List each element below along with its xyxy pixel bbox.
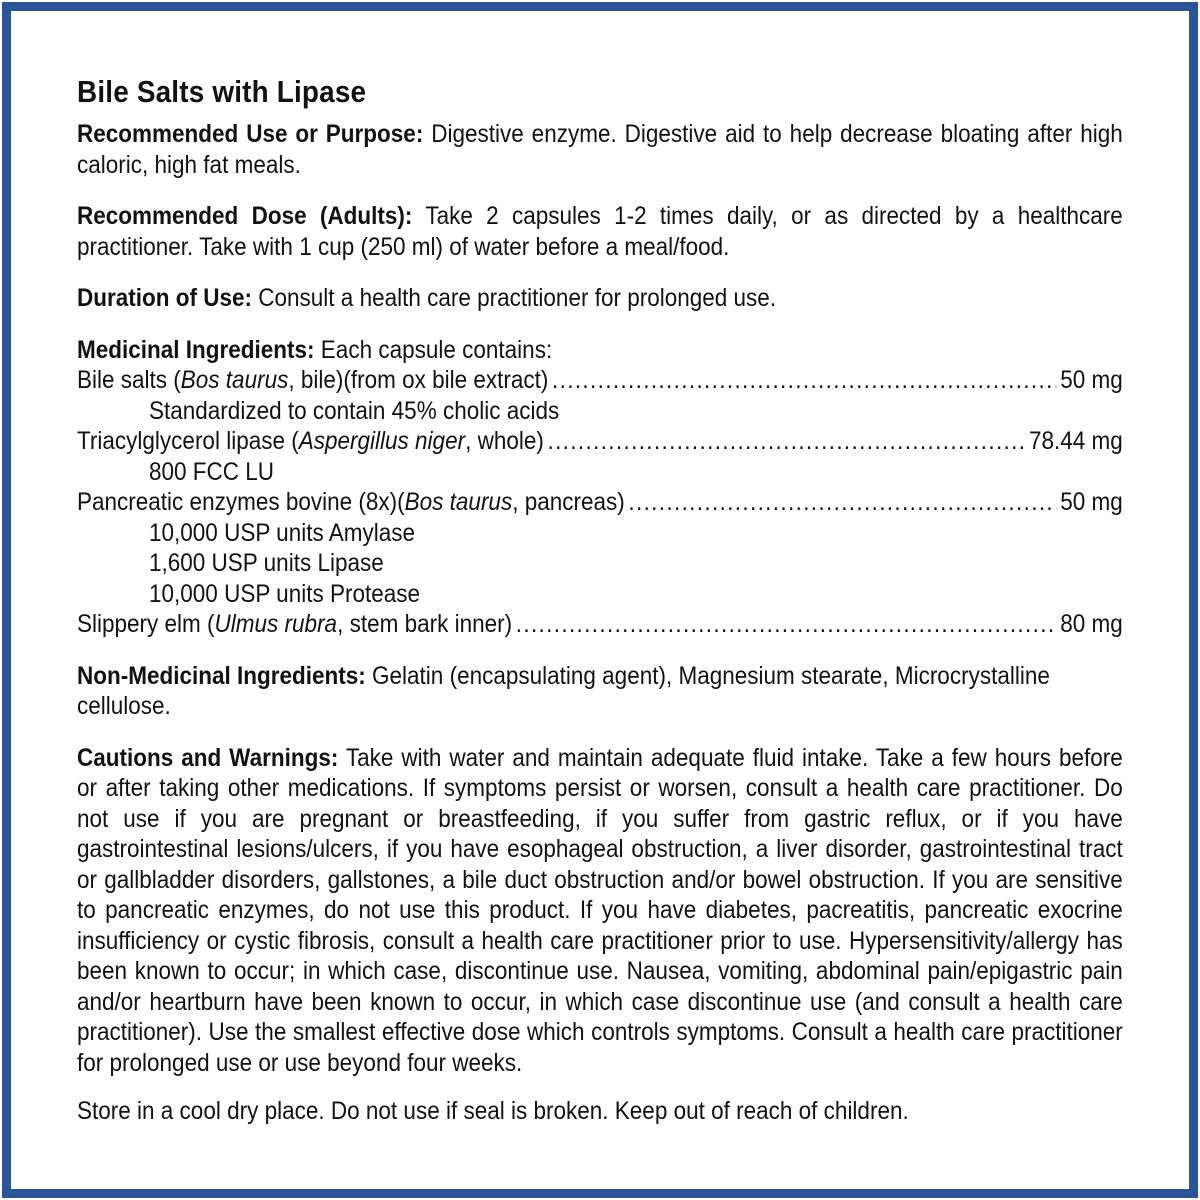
dot-leader <box>516 609 1056 640</box>
ingredient-sub-detail: Standardized to contain 45% cholic acids <box>149 396 560 425</box>
cautions-text: Take with water and maintain adequate fluid intake. Take a few hours before or after taking other medications. If symptoms persist or worsen, consult a health care practitioner. Do not use if you are pregnant or breastfeeding, if you suffer from gastric reflux, or if you have gastrointestinal lesions/ulcers, if you have esophageal obstruction, a liver disorder, gastrointestinal tract or gallbladder disorders, gallstones, a bile duct obstruction and/or bowel obstruction. If you are sensitive to pancreatic enzymes, do not use this product. If you have diabetes, pacreatitis, pancreatic exocrine insufficiency or cystic fibrosis, consult a health care practitioner prior to use. Hypersensitivity/allergy has been known to occur; in which case, discontinue use. Nausea, vomiting, abdominal pain/epigastric pain and/or heartburn have been known to occur, in which case discontinue use (and consult a health care practitioner). Use the smallest effective dose which controls symptoms. Consult a health care practitioner for prolonged use or use beyond four weeks. <box>77 743 1123 1077</box>
ingredient-name-pre: Pancreatic enzymes bovine (8x)( <box>77 488 405 516</box>
label-content <box>77 74 1123 1148</box>
duration-of-use-section <box>77 283 1123 314</box>
medicinal-ingredients-intro: Each capsule contains: <box>320 335 553 364</box>
ingredient-latin-name: Ulmus rubra <box>214 610 338 638</box>
dot-leader <box>628 487 1055 518</box>
ingredient-sub-detail: 10,000 USP units Amylase <box>149 518 415 547</box>
cautions-section <box>77 743 1123 1079</box>
ingredient-row <box>77 426 1123 457</box>
recommended-dose-label: Recommended Dose (Adults): <box>77 202 413 230</box>
non-medicinal-label: Non-Medicinal Ingredients: <box>77 661 366 690</box>
recommended-dose-section <box>77 201 1123 262</box>
ingredient-name-post: , pancreas) <box>512 488 625 516</box>
dot-leader <box>552 365 1056 396</box>
ingredient-name-post: , stem bark inner) <box>337 610 513 638</box>
ingredient-name-post: , whole) <box>465 427 544 455</box>
ingredient-name <box>77 487 625 518</box>
medicinal-ingredients-label: Medicinal Ingredients: <box>77 335 315 364</box>
product-title: Bile Salts with Lipase <box>77 74 367 109</box>
ingredient-name-post: , bile)(from ox bile extract) <box>288 366 549 394</box>
recommended-use-text: Digestive enzyme. Digestive aid to help decrease bloating after high caloric, high fat meals. <box>77 120 1123 179</box>
ingredient-name <box>77 426 544 457</box>
ingredient-amount: 50 mg <box>1060 488 1123 516</box>
ingredient-amount: 80 mg <box>1060 610 1123 638</box>
ingredient-amount: 50 mg <box>1060 366 1123 394</box>
ingredient-latin-name: Bos taurus <box>180 366 289 394</box>
ingredient-name <box>77 609 512 640</box>
ingredient-amount: 78.44 mg <box>1028 427 1123 455</box>
ingredient-row <box>77 487 1123 518</box>
recommended-dose-text: Take 2 capsules 1-2 times daily, or as directed by a healthcare practitioner. Take with 1 cup (250 ml) of water before a meal/food. <box>77 202 1123 261</box>
ingredient-latin-name: Bos taurus <box>404 488 513 516</box>
medicinal-ingredients-header <box>77 335 1123 366</box>
ingredient-sub-detail: 1,600 USP units Lipase <box>149 549 384 577</box>
ingredient-latin-name: Aspergillus niger <box>298 427 466 455</box>
dot-leader <box>547 426 1024 457</box>
ingredient-list <box>77 365 1123 640</box>
duration-of-use-text: Consult a health care practitioner for prolonged use. <box>258 284 777 312</box>
medicinal-ingredients-section <box>77 335 1123 640</box>
ingredient-sub-detail: 800 FCC LU <box>149 457 275 486</box>
cautions-label: Cautions and Warnings: <box>77 743 339 772</box>
duration-of-use-label: Duration of Use: <box>77 284 253 312</box>
ingredient-name-pre: Slippery elm ( <box>77 610 215 638</box>
recommended-use-section <box>77 119 1123 180</box>
storage-text: Store in a cool dry place. Do not use if seal is broken. Keep out of reach of children. <box>77 1097 909 1125</box>
ingredient-row <box>77 365 1123 396</box>
ingredient-name <box>77 365 548 396</box>
ingredient-name-pre: Bile salts ( <box>77 366 181 394</box>
ingredient-sub-detail: 10,000 USP units Protease <box>149 579 421 608</box>
non-medicinal-section <box>77 661 1123 722</box>
non-medicinal-text: Gelatin (encapsulating agent), Magnesium stearate, Microcrystalline cellulose. <box>77 661 1050 720</box>
recommended-use-label: Recommended Use or Purpose: <box>77 120 424 148</box>
ingredient-row <box>77 609 1123 640</box>
ingredient-name-pre: Triacylglycerol lipase ( <box>77 427 299 455</box>
